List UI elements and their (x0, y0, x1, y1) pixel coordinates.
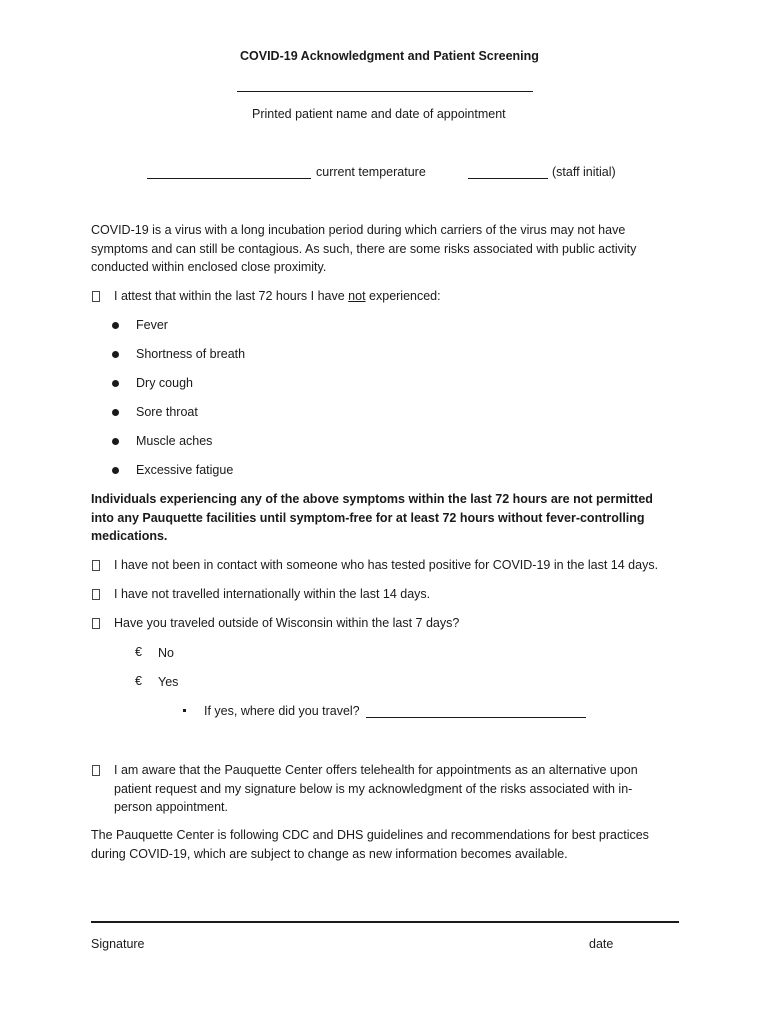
wisconsin-checkbox[interactable] (92, 618, 100, 629)
signature-label: Signature (91, 937, 145, 951)
bullet-icon (112, 409, 119, 416)
sub-bullet-icon (183, 709, 186, 712)
bullet-icon (112, 322, 119, 329)
option-yes-glyph[interactable]: € (135, 674, 142, 688)
contact-statement: I have not been in contact with someone who has tested positive for COVID-19 in the last 14 days. (114, 558, 659, 572)
contact-checkbox[interactable] (92, 560, 100, 571)
travel-where-label: If yes, where did you travel? (204, 704, 360, 718)
list-item: Fever (136, 318, 168, 332)
telehealth-statement: I am aware that the Pauquette Center offers telehealth for appointments as an alternative upon patient request and my signature below is my acknowledgment of the risks associated with in-person appointment. (114, 763, 638, 814)
guidelines-paragraph: The Pauquette Center is following CDC and DHS guidelines and recommendations for best practices during COVID-19, which are subject to change as new information becomes available. (91, 828, 649, 861)
document-title: COVID-19 Acknowledgment and Patient Screening (240, 49, 539, 63)
bullet-icon (112, 351, 119, 358)
signature-line[interactable] (91, 921, 679, 923)
staff-initial-label: (staff initial) (552, 165, 616, 179)
list-item: Excessive fatigue (136, 463, 234, 477)
bullet-icon (112, 438, 119, 445)
temperature-label: current temperature (316, 165, 426, 179)
wisconsin-question: Have you traveled outside of Wisconsin within the last 7 days? (114, 616, 460, 630)
temperature-line[interactable] (147, 178, 311, 179)
intro-paragraph: COVID-19 is a virus with a long incubation period during which carriers of the virus may not have symptoms and can still be contagious. As such, there are some risks associated with public activity conducted within enclosed close proximity. (91, 223, 637, 274)
option-no-glyph[interactable]: € (135, 645, 142, 659)
list-item: Muscle aches (136, 434, 213, 448)
name-date-line[interactable] (237, 91, 533, 92)
attest-checkbox[interactable] (92, 291, 100, 302)
telehealth-checkbox[interactable] (92, 765, 100, 776)
warning-paragraph: Individuals experiencing any of the above symptoms within the last 72 hours are not permitted into any Pauquette facilities until symptom-free for at least 72 hours without fever-controlling medications. (91, 492, 653, 543)
list-item: Sore throat (136, 405, 198, 419)
bullet-icon (112, 467, 119, 474)
attest-statement: I attest that within the last 72 hours I have not experienced: (114, 289, 441, 303)
name-date-label: Printed patient name and date of appointment (252, 107, 506, 121)
date-label: date (589, 937, 614, 951)
travel-where-line[interactable] (366, 717, 586, 718)
travel-checkbox[interactable] (92, 589, 100, 600)
staff-initial-line[interactable] (468, 178, 548, 179)
list-item: Dry cough (136, 376, 193, 390)
option-yes-label: Yes (158, 675, 179, 689)
travel-statement: I have not travelled internationally within the last 14 days. (114, 587, 431, 601)
option-no-label: No (158, 646, 174, 660)
list-item: Shortness of breath (136, 347, 246, 361)
bullet-icon (112, 380, 119, 387)
